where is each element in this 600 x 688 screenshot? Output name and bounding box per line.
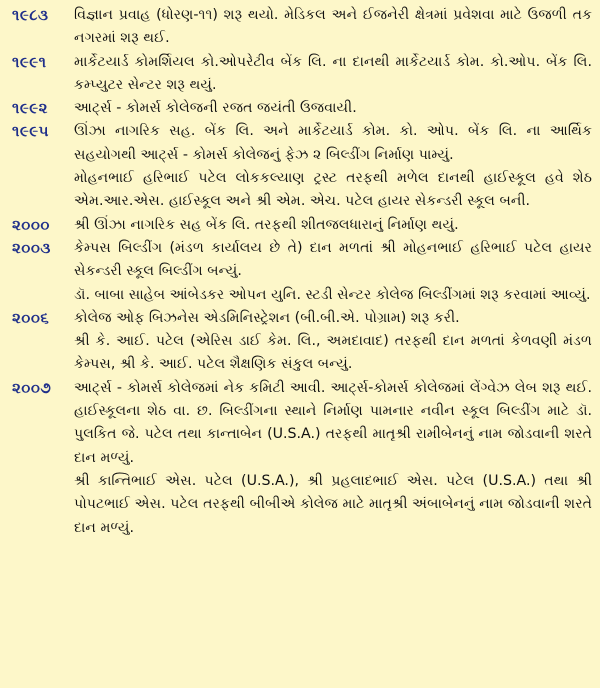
timeline-entry-2000 [0, 214, 600, 237]
timeline-entry-2003 [0, 237, 600, 307]
entry-paragraph: કોલેજ ઓફ બિઝનેસ એડમિનિસ્ટ્રેશન (બી.બી.એ. પોગ્રામ) શરૂ કરી. [74, 309, 460, 326]
entry-texts [74, 377, 600, 540]
timeline-entry-1991 [0, 51, 600, 98]
entry-year: ૨૦૦૭ [12, 378, 52, 397]
entry-paragraph: આર્ટ્સ - કોમર્સ કોલેજમાં નેક કમિટી આવી. આર્ટ્સ-કોમર્સ કોલેજમાં લેંગ્વેઝ લેબ શરૂ થઈ. હાઈસ્કૂલના શેઠ વા. છ. બિલ્ડીંગના સ્થાને નિર્માણ પામનાર નવીન સ્કૂલ બિલ્ડીંગ માટે ડૉ. પુલકિત જે. પટેલ તથા કાન્તાબેન (U.S.A.) તરફથી માતૃશ્રી રામીબેનનું નામ જોડવાની શરતે દાન મળ્યું. [74, 379, 592, 466]
entry-texts [74, 4, 600, 51]
entry-texts [74, 237, 600, 307]
entry-year: ૨૦૦૬ [12, 308, 50, 327]
entry-texts [74, 120, 600, 213]
entry-year: ૧૯૯૧ [12, 52, 47, 71]
entry-year: ૧૯૯૨ [12, 99, 48, 118]
entry-texts [74, 307, 600, 377]
entry-paragraph: કેમ્પસ બિલ્ડીંગ (મંડળ કાર્યાલય છે તે) દાન મળતાં શ્રી મોહનભાઈ હરિભાઈ પટેલ હાયર સેકન્ડરી સ્કૂલ બિલ્ડીંગ બન્યું. [74, 239, 592, 280]
entry-year: ૨૦૦૩ [12, 238, 51, 257]
entry-paragraph: વિજ્ઞાન પ્રવાહ (ધોરણ-૧૧) શરૂ થયો. મેડિકલ અને ઈજનેરી ક્ષેત્રમાં પ્રવેશવા માટે ઉજળી તક નગરમાં શરૂ થઈ. [74, 7, 593, 47]
timeline-entry-1995 [0, 120, 600, 213]
entry-texts [74, 97, 600, 120]
timeline-entry-2007 [0, 377, 600, 540]
entry-paragraph: આર્ટ્સ - કોમર્સ કોલેજની રજત જયંતી ઉજવાયી. [74, 100, 357, 117]
timeline-entry-1992 [0, 97, 600, 120]
entry-paragraph: શ્રી ઊંઝા નાગરિક સહ બેંક લિ. તરફથી શીતજલધારાનું નિર્માણ થયું. [74, 216, 459, 233]
entry-texts [74, 214, 600, 237]
entry-year: ૧૯૯૫ [12, 122, 49, 141]
entry-paragraph: શ્રી કાન્તિભાઈ એસ. પટેલ (U.S.A.), શ્રી પ્રહલાદભાઈ એસ. પટેલ (U.S.A.) તથા શ્રી પોપટભાઈ એસ. પટેલ તરફથી બીબીએ કોલેજ માટે માતૃશ્રી અંબાબેનનું નામ જોડવાની શરતે દાન મળ્યું. [74, 472, 592, 536]
entry-paragraph: માર્કેટયાર્ડ કોમર્શિયલ કો.ઓપરેટીવ બેંક લિ. ના દાનથી માર્કેટયાર્ડ કોમ. કો.ઓપ. બેંક લિ. કમ્પ્યુટર સેન્ટર શરૂ થયું. [74, 53, 592, 93]
entry-year: ૨૦૦૦ [12, 215, 50, 234]
entry-paragraph: મોહનભાઈ હરિભાઈ પટેલ લોકકલ્યાણ ટ્રસ્ટ તરફથી મળેલ દાનથી હાઈસ્કૂલ હવે શેઠ એમ.આર.એસ. હાઈસ્કૂલ અને શ્રી એમ. એચ. પટેલ હાયર સેકન્ડરી સ્કૂલ બની. [74, 170, 592, 210]
timeline-entry-1983 [0, 4, 600, 51]
entry-paragraph: શ્રી કે. આઈ. પટેલ (એરિસ ડાઈ કેમ. લિ., અમદાવાદ) તરફથી દાન મળતાં કેળવણી મંડળ કેમ્પસ, શ્રી કે. આઈ. પટેલ શૈક્ષણિક સંકુલ બન્યું. [74, 333, 592, 373]
entry-year: ૧૯૮૩ [12, 6, 49, 24]
timeline-entry-2006 [0, 307, 600, 377]
entry-paragraph: ઊંઝા નાગરિક સહ. બેંક લિ. અને માર્કેટયાર્ડ કોમ. કો. ઓપ. બેંક લિ. ના આર્થિક સહયોગથી આર્ટ્સ - કોમર્સ કોલેજનું ફેઝ ૨ બિલ્ડીંગ નિર્માણ પામ્યું. [74, 123, 592, 163]
entry-texts [74, 51, 600, 98]
entry-paragraph: ડૉ. બાબા સાહેબ આંબેડકર ઓપન યુનિ. સ્ટડી સેન્ટર કોલેજ બિલ્ડીંગમાં શરૂ કરવામાં આવ્યું. [74, 286, 591, 303]
